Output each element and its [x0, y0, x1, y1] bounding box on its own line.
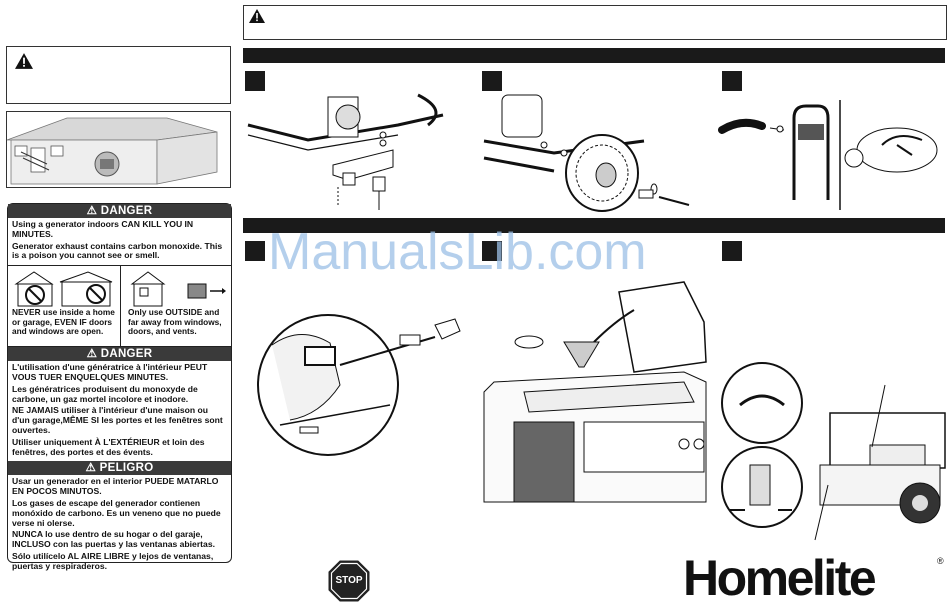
- danger-text-fr: [8, 361, 231, 461]
- warning-icon: [249, 9, 265, 23]
- illustration-oil-filling: [484, 262, 706, 502]
- registered-mark: ®: [937, 556, 944, 566]
- left-warning-box: [6, 46, 231, 104]
- step-marker-4: [245, 241, 265, 261]
- top-warning-box: [243, 5, 947, 40]
- illustration-oil-dipstick: [250, 305, 470, 455]
- illustration-feet-assembly: [248, 95, 448, 213]
- outside-only-caption: Only use OUTSIDE and far away from windows, doors, and vents.: [128, 307, 222, 337]
- danger-heading-es: ⚠ PELIGRO: [8, 461, 231, 475]
- illustration-generator-controls: [720, 365, 948, 540]
- section-bar-1: [243, 48, 945, 63]
- stop-sign-label: STOP: [335, 575, 363, 586]
- never-indoors-caption: NEVER use inside a home or garage, EVEN IF doors and windows are open.: [12, 307, 115, 337]
- outdoor-icon: [130, 270, 226, 306]
- danger-en-line2: Generator exhaust contains carbon monoxide. This is a poison you cannot see or smell.: [12, 240, 223, 261]
- indoor-house-icon: [14, 270, 114, 306]
- watermark: ManualsLib.com: [268, 223, 647, 281]
- danger-panel: [7, 203, 232, 571]
- danger-fr-line3: NE JAMAIS utiliser à l'intérieur d'une maison ou d'un garage,MÊME SI les portes et les fenêtres sont ouvertes.: [12, 405, 223, 435]
- illustration-wheel-assembly: [484, 93, 694, 213]
- danger-es-line2: Los gases de escape del generador contienen monóxido de carbono. Es un veneno que no puede verse ni olerse.: [12, 497, 221, 528]
- danger-text-es: [8, 475, 231, 575]
- step-marker-3: [722, 71, 742, 91]
- danger-es-line1: Usar un generador en el interior PUEDE MATARLO EN POCOS MINUTOS.: [12, 476, 219, 497]
- danger-icon: ⚠: [86, 205, 98, 217]
- danger-heading-en: ⚠ DANGER: [8, 204, 231, 218]
- step-marker-2: [482, 71, 502, 91]
- danger-pictograms: [8, 265, 231, 347]
- danger-heading-fr: ⚠ DANGER: [8, 347, 231, 361]
- pictogram-divider: [120, 266, 121, 346]
- danger-icon: ⚠: [85, 462, 97, 475]
- house-illustration: [6, 111, 231, 188]
- step-marker-6: [722, 241, 742, 261]
- danger-en-line1: Using a generator indoors CAN KILL YOU IN MINUTES.: [12, 219, 194, 239]
- warning-icon: [15, 53, 33, 69]
- danger-text-en: [8, 218, 231, 265]
- homelite-logo: Homelite: [683, 550, 875, 606]
- danger-fr-line1: L'utilisation d'une génératrice à l'intérieur PEUT VOUS TUER ENQUELQUES MINUTES.: [12, 362, 208, 382]
- danger-fr-line4: Utiliser uniquement À L'EXTÉRIEUR et loin des fenêtres, des portes et des évents.: [12, 436, 205, 457]
- danger-fr-line2: Les génératrices produisent du monoxyde de carbone, un gaz mortel incolore et inodore.: [12, 383, 198, 404]
- danger-es-line4: Sólo utilícelo AL AIRE LIBRE y lejos de ventanas, puertas y respiraderos.: [12, 550, 214, 571]
- step-marker-1: [245, 71, 265, 91]
- danger-icon: ⚠: [86, 348, 98, 361]
- danger-es-line3: NUNCA lo use dentro de su hogar o del garaje, INCLUSO con las puertas y las ventanas abiertas.: [12, 529, 215, 550]
- illustration-handle-assembly: [722, 100, 942, 210]
